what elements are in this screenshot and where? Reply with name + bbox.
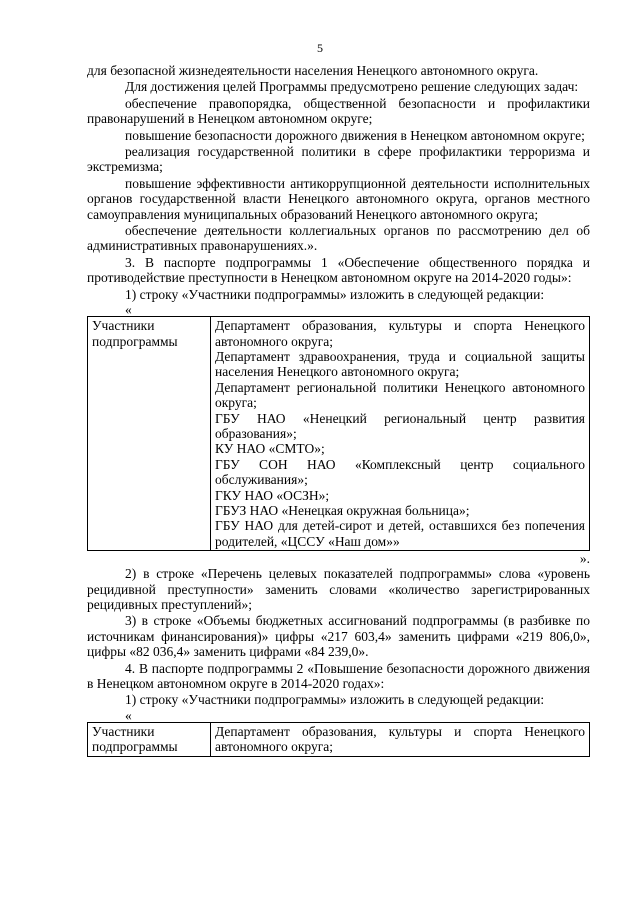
table-value-cell — [211, 317, 590, 551]
paragraph-group-mid — [87, 566, 590, 708]
open-quote: « — [125, 707, 132, 723]
participant-entry: КУ НАО «СМТО»; — [215, 441, 325, 457]
participant-entry: Департамент здравоохранения, труда и социальной защиты населения Ненецкого автономного округа; — [215, 348, 585, 380]
close-quote: ». — [579, 551, 590, 567]
participant-entry: ГКУ НАО «ОСЗН»; — [215, 487, 330, 503]
table-label-cell: Участники подпрограммы — [88, 317, 211, 551]
participant-entry: Департамент образования, культуры и спорта Ненецкого автономного округа; — [215, 318, 585, 349]
paragraph: обеспечение деятельности коллегиальных органов по рассмотрению дел об административных правонарушениях.». — [87, 223, 590, 254]
participant-entry: ГБУ НАО для детей-сирот и детей, оставшихся без попечения родителей, «ЦССУ «Наш дом»» — [215, 518, 585, 549]
paragraph: 3. В паспорте подпрограммы 1 «Обеспечение общественного порядка и противодействие преступности в Ненецком автономном округе на 2014-2020 годы»: — [87, 254, 590, 286]
participant-entry: ГБУ СОН НАО «Комплексный центр социального обслуживания»; — [215, 456, 585, 488]
paragraph-group-top — [87, 63, 590, 302]
paragraph: 4. В паспорте подпрограммы 2 «Повышение безопасности дорожного движения в Ненецком автономном округе в 2014-2020 годах»: — [87, 660, 590, 692]
participant-entry: Департамент региональной политики Ненецкого автономного округа; — [215, 379, 585, 411]
paragraph: Для достижения целей Программы предусмотрено решение следующих задач: — [125, 79, 579, 95]
participants-table-1 — [87, 316, 590, 551]
paragraph: повышение эффективности антикоррупционной деятельности исполнительных органов государственной власти Ненецкого автономного округа, органов местного самоуправления муниципальных образований Ненецкого автономного округа; — [87, 175, 590, 222]
paragraph: 3) в строке «Объемы бюджетных ассигнований подпрограммы (в разбивке по источникам финансирования)» цифры «217 603,4» заменить цифрами «219 806,0», цифры «82 036,4» заменить цифрами «84 239,0». — [87, 613, 590, 660]
paragraph: для безопасной жизнедеятельности населения Ненецкого автономного округа. — [87, 63, 539, 78]
participant-entry: ГБУЗ НАО «Ненецкая окружная больница»; — [215, 502, 470, 518]
table-row — [88, 317, 590, 551]
paragraph: 2) в строке «Перечень целевых показателей подпрограммы» слова «уровень рецидивной преступности» заменить словами «количество зарегистрированных рецидивных преступлений»; — [87, 566, 590, 612]
paragraph: повышение безопасности дорожного движения в Ненецком автономном округе; — [125, 127, 585, 143]
table-value-cell — [211, 722, 590, 756]
participant-entry: ГБУ НАО «Ненецкий региональный центр развития образования»; — [215, 410, 585, 441]
paragraph: 1) строку «Участники подпрограммы» изложить в следующей редакции: — [125, 692, 545, 708]
participant-entry: Департамент образования, культуры и спорта Ненецкого автономного округа; — [215, 723, 585, 755]
paragraph: реализация государственной политики в сфере профилактики терроризма и экстремизма; — [87, 144, 590, 175]
table-label-cell: Участники подпрограммы — [88, 722, 211, 756]
participants-table-2 — [87, 722, 590, 757]
paragraph: 1) строку «Участники подпрограммы» изложить в следующей редакции: — [125, 286, 545, 302]
paragraph: обеспечение правопорядка, общественной безопасности и профилактики правонарушений в Ненецком автономном округе; — [87, 95, 590, 127]
open-quote: « — [125, 302, 132, 318]
page-number: 5 — [317, 41, 323, 55]
document-body — [87, 63, 590, 757]
table-row — [88, 722, 590, 756]
